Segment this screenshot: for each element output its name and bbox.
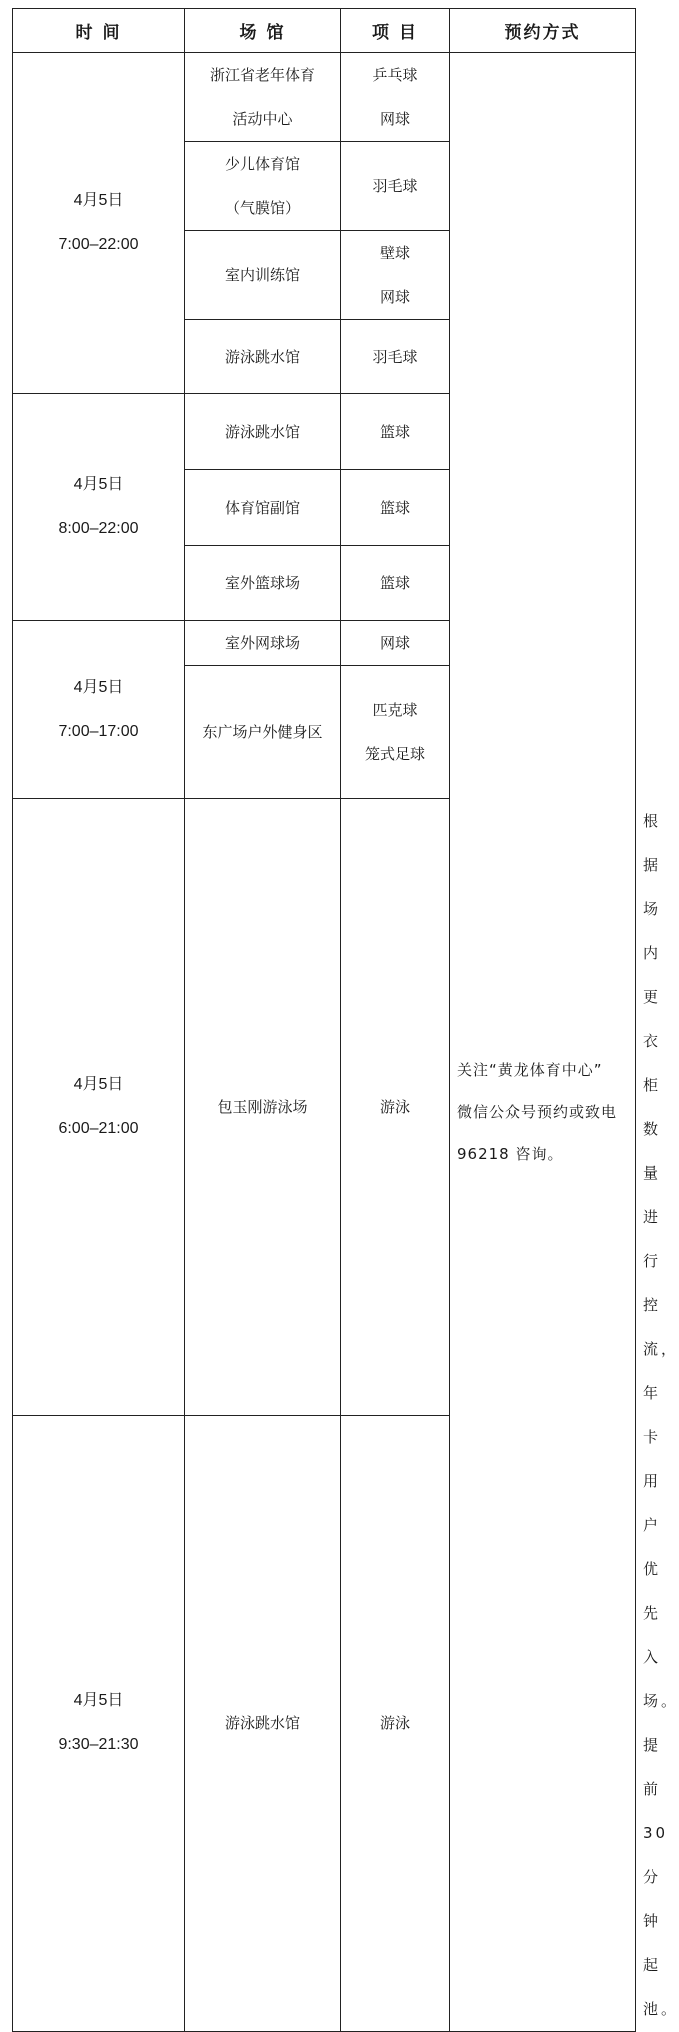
venue-cell <box>185 53 341 142</box>
venue-cell <box>185 1415 341 2032</box>
venue-text: 游泳跳水馆 <box>224 347 300 366</box>
venue-text: 少儿体育馆 <box>224 155 300 173</box>
hours-text: 7:00–17:00 <box>58 722 139 740</box>
date-text: 4月5日 <box>73 1692 124 1710</box>
table-row <box>13 53 636 142</box>
booking-text: 96218 咨询。 <box>457 1145 564 1163</box>
date-text: 4月5日 <box>73 678 124 696</box>
schedule-table <box>12 8 679 2032</box>
hours-text: 6:00–21:00 <box>58 1119 139 1137</box>
venue-cell <box>185 394 341 470</box>
item-cell <box>341 470 450 546</box>
venue-text: 游泳跳水馆 <box>224 1714 300 1733</box>
item-text: 壁球 <box>379 244 410 262</box>
date-text: 4月5日 <box>73 476 124 493</box>
venue-text: 室外篮球场 <box>224 574 300 592</box>
time-cell <box>13 621 185 799</box>
time-cell <box>13 53 185 394</box>
header-item: 项 目 <box>341 9 450 53</box>
item-cell <box>341 394 450 470</box>
venue-cell <box>185 320 341 394</box>
venue-cell <box>185 546 341 621</box>
item-text: 篮球 <box>379 498 410 517</box>
header-venue: 场 馆 <box>185 9 341 53</box>
item-cell <box>341 621 450 666</box>
item-text: 网球 <box>379 288 410 306</box>
venue-cell <box>185 470 341 546</box>
header-time: 时 间 <box>13 9 185 53</box>
header-booking: 预约方式 <box>450 9 636 53</box>
venue-cell <box>185 142 341 231</box>
date-text: 4月5日 <box>73 192 124 209</box>
item-text: 网球 <box>379 634 410 652</box>
item-text: 乒乓球 <box>372 66 418 84</box>
hours-text: 8:00–22:00 <box>58 520 139 537</box>
venue-cell <box>185 231 341 320</box>
venue-text: 浙江省老年体育 <box>209 66 315 84</box>
item-cell <box>341 53 450 142</box>
item-cell <box>341 320 450 394</box>
date-text: 4月5日 <box>73 1075 124 1093</box>
venue-cell <box>185 621 341 666</box>
time-cell <box>13 1415 185 2032</box>
venue-text: 室外网球场 <box>224 634 300 652</box>
item-cell <box>341 799 450 1416</box>
item-cell <box>341 546 450 621</box>
item-text: 篮球 <box>379 574 410 592</box>
item-text: 篮球 <box>379 422 410 441</box>
venue-text: 游泳跳水馆 <box>224 422 300 441</box>
venue-text: （气膜馆） <box>224 199 300 217</box>
item-text: 笼式足球 <box>364 745 425 763</box>
item-text: 匹克球 <box>372 701 418 719</box>
time-cell <box>13 799 185 1416</box>
item-text: 网球 <box>379 110 410 128</box>
booking-text: 微信公众号预约或致电 <box>457 1103 618 1121</box>
venue-text: 东广场户外健身区 <box>202 723 323 741</box>
item-cell <box>341 1415 450 2032</box>
booking-text: 关注“黄龙体育中心” <box>457 1061 603 1079</box>
item-cell <box>341 666 450 799</box>
table-row: 4月5日 6:00–21:00 包玉刚游泳场 游泳 根据场内更衣柜数量进 行控流，年卡用户优先 入场。提前 30 分钟起 池。 <box>13 799 636 1416</box>
item-text: 羽毛球 <box>372 347 418 366</box>
item-text: 游泳 <box>379 1097 410 1116</box>
venue-text: 体育馆副馆 <box>224 498 300 517</box>
hours-text: 9:30–21:30 <box>58 1736 139 1754</box>
item-cell <box>341 142 450 231</box>
venue-cell <box>185 666 341 799</box>
venue-cell <box>185 799 341 1416</box>
item-text: 游泳 <box>379 1714 410 1733</box>
venue-text: 活动中心 <box>232 110 293 128</box>
item-text: 羽毛球 <box>372 177 418 195</box>
time-cell <box>13 394 185 621</box>
booking-method-cell <box>450 53 636 2032</box>
header-row <box>13 9 636 53</box>
venue-text: 室内训练馆 <box>224 266 300 284</box>
venue-text: 包玉刚游泳场 <box>217 1097 308 1116</box>
item-cell <box>341 231 450 320</box>
hours-text: 7:00–22:00 <box>58 236 139 253</box>
